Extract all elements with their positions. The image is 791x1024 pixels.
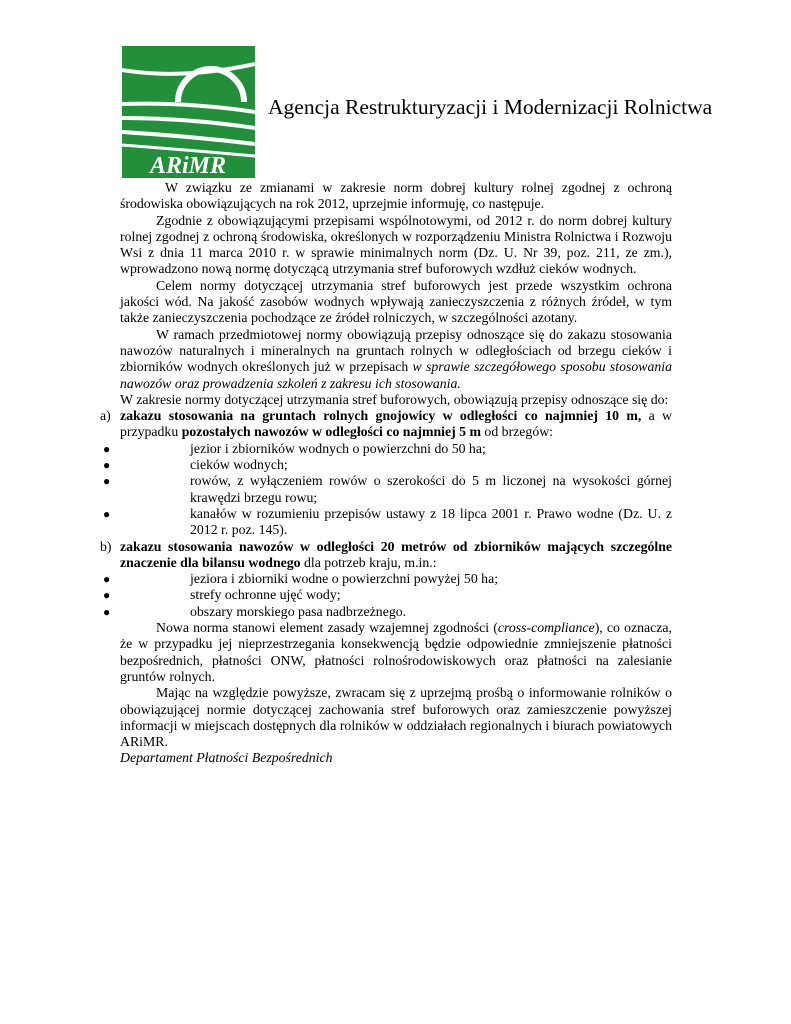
paragraph-1: W związku ze zmianami w zakresie norm dobrej kultury rolnej zgodnej z ochroną środowiska obowiązujących na rok 2012, uprzejmie informuję, co następuje. — [120, 180, 672, 212]
list-item-a — [100, 408, 672, 441]
paragraph-2: Zgodnie z obowiązującymi przepisami wspólnotowymi, od 2012 r. do norm dobrej kultury rolnej zgodnej z ochroną środowiska, określonych w rozporządzeniu Ministra Rolnictwa i Rozwoju Wsi z dnia 11 marca 2010 r. w sprawie minimalnych norm (Dz. U. Nr 39, poz. 211, ze zm.), wprowadzono nową normę dotyczącą utrzymania stref buforowych wzdłuż cieków wodnych. — [120, 212, 672, 277]
logo-text: ARiMR — [149, 153, 227, 178]
arimr-logo-graphic — [122, 46, 255, 178]
list-b-subitem: ● jeziora i zbiorniki wodne o powierzchni powyżej 50 ha; — [103, 571, 499, 587]
bullet-icon: ● — [103, 506, 111, 521]
list-marker-b: b) — [100, 538, 112, 554]
bullet-icon: ● — [103, 588, 111, 603]
arimr-logo — [122, 46, 255, 178]
paragraph-5: W zakresie normy dotyczącej utrzymania stref buforowych, obowiązują przepisy odnoszące się do: — [120, 391, 669, 407]
list-marker-a: a) — [100, 408, 111, 424]
bullet-icon: ● — [103, 458, 111, 473]
list-a-subitem: ● jezior i zbiorników wodnych o powierzchni do 50 ha; — [103, 440, 486, 456]
bullet-icon: ● — [103, 572, 111, 587]
signature: Departament Płatności Bezpośrednich — [120, 750, 333, 766]
bullet-icon: ● — [103, 441, 111, 456]
paragraph-7: Mając na względzie powyższe, zwracam się z uprzejmą prośbą o informowanie rolników o obowiązującej normie dotyczącej zachowania stref buforowych oraz zamieszczenie powyższej informacji w miejscach dostępnych dla rolników w oddziałach regionalnych i biurach powiatowych ARiMR. — [120, 685, 672, 750]
list-item-b — [100, 538, 672, 572]
bullet-icon: ● — [103, 604, 111, 619]
list-a-subitem: ● cieków wodnych; — [103, 457, 288, 473]
list-b-subitem: ● obszary morskiego pasa nadbrzeżnego. — [103, 603, 407, 619]
agency-name: Agencja Restrukturyzacji i Modernizacji Rolnictwa — [268, 95, 713, 119]
list-a-text: zakazu stosowania na gruntach rolnych gnojowicy w odległości co najmniej 10 m, a w przypadku pozostałych nawozów w odległości co najmniej 5 m od brzegów: — [120, 408, 672, 440]
list-a-subitem: ● kanałów w rozumieniu przepisów ustawy z 18 lipca 2001 r. Prawo wodne (Dz. U. z 2012 r. poz. 145). — [103, 505, 672, 538]
bullet-icon: ● — [103, 474, 111, 489]
letter-body — [100, 180, 673, 767]
paragraph-3: Celem normy dotyczącej utrzymania stref buforowych jest przede wszystkim ochrona jakości wód. Na jakość zasobów wodnych wpływają zanieczyszczenia z różnych źródeł, w tym także zanieczyszczenia pochodzące ze źródeł rolniczych, w szczególności azotany. — [120, 277, 672, 326]
regulation-title: w sprawie szczegółowego sposobu stosowania nawozów oraz prowadzenia szkoleń z zakresu ich stosowania. — [120, 359, 673, 391]
paragraph-6: Nowa norma stanowi element zasady wzajemnej zgodności (cross-compliance), co oznacza, że w przypadku jej nieprzestrzegania konsekwencją będzie odpowiednie zmniejszenie płatności bezpośrednich, płatności ONW, płatności rolnośrodowiskowych oraz płatności na zalesianie gruntów rolnych. — [120, 620, 672, 684]
list-b-text: zakazu stosowania nawozów w odległości 20 metrów od zbiorników mających szczególne znaczenie dla bilansu wodnego dla potrzeb kraju, m.in.: — [120, 538, 672, 570]
paragraph-4: W ramach przedmiotowej normy obowiązują przepisy odnoszące się do zakazu stosowania nawozów naturalnych i mineralnych na gruntach rolnych w odległościach od brzegu cieków i zbiorników wodnych określonych już w przepisach w sprawie szczegółowego sposobu stosowania nawozów oraz prowadzenia szkoleń z zakresu ich stosowania. — [120, 326, 673, 391]
list-b-subitem: ● strefy ochronne ujęć wody; — [103, 587, 341, 603]
list-a-subitem: ● rowów, z wyłączeniem rowów o szerokości do 5 m liczonej na wysokości górnej krawędzi brzegu rowu; — [103, 473, 672, 505]
